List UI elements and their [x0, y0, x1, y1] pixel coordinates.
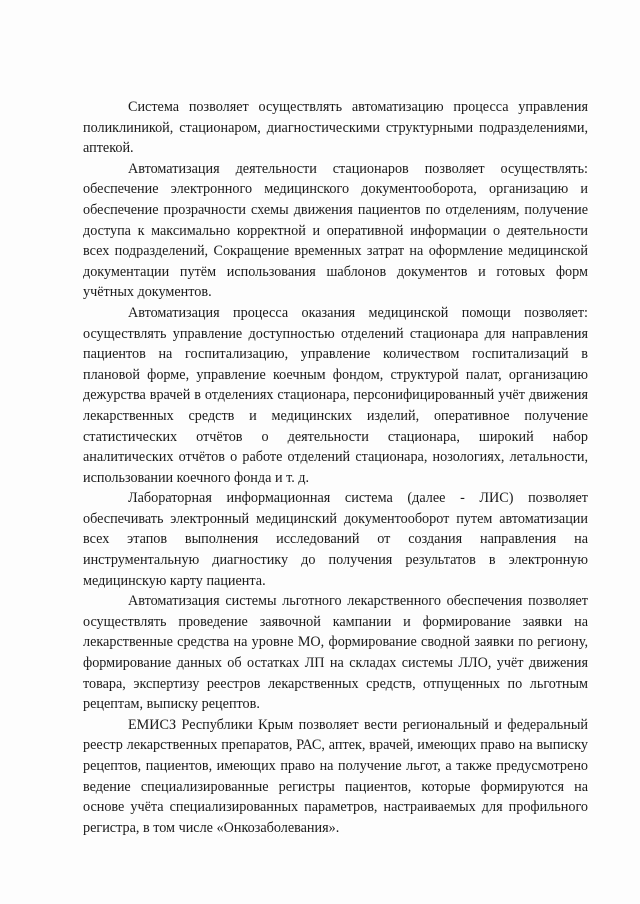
paragraph-system-overview: Система позволяет осуществлять автоматизацию процесса управления поликлиникой, стационаром, диагностическими структурными подразделениями, аптекой. [83, 99, 588, 157]
paragraph-medical-care-automation: Автоматизация процесса оказания медицинской помощи позволяет: осуществлять управление доступностью отделений стационара для направления пациентов на госпитализацию, управление количеством госпитализаций в плановой форме, управление коечным фондом, структурой палат, организацию дежурства врачей в отделениях стационара, персонифицированный учёт движения лекарственных средств и медицинских изделий, оперативное получение статистических отчётов о деятельности стационара, широкий набор аналитических отчётов о работе отделений стационара, нозологиях, летальности, использовании коечного фонда и т. д. [83, 304, 588, 486]
paragraph-emisz-registries: ЕМИСЗ Республики Крым позволяет вести региональный и федеральный реестр лекарственных препаратов, РАС, аптек, врачей, имеющих право на выписку рецептов, пациентов, имеющих право на получение льгот, а также предусмотрено ведение специализированные регистры пациентов, которые формируются на основе учёта специализированных параметров, настраиваемых для профильного регистра, в том числе «Онкозаболевания». [83, 716, 588, 836]
paragraph-laboratory-system: Лабораторная информационная система (далее - ЛИС) позволяет обеспечивать электронный медицинский документооборот путем автоматизации всех этапов выполнения исследований от создания направления на инструментальную диагностику до получения результатов в электронную медицинскую карту пациента. [83, 490, 588, 589]
document-body [83, 97, 588, 838]
paragraph-preferential-drug-supply: Автоматизация системы льготного лекарственного обеспечения позволяет осуществлять проведение заявочной кампании и формирование заявки на лекарственные средства на уровне МО, формирование сводной заявки по региону, формирование данных об остатках ЛП на складах системы ЛЛО, учёт движения товара, экспертизу реестров лекарственных средств, отпущенных по льготным рецептам, выписку рецептов. [83, 593, 588, 713]
paragraph-hospital-automation: Автоматизация деятельности стационаров позволяет осуществлять: обеспечение электронного медицинского документооборота, организацию и обеспечение прозрачности схемы движения пациентов по отделениям, получение доступа к максимально корректной и оперативной информации о деятельности всех подразделений, Сокращение временных затрат на оформление медицинской документации путём использования шаблонов документов и готовых форм учётных документов. [83, 160, 588, 301]
